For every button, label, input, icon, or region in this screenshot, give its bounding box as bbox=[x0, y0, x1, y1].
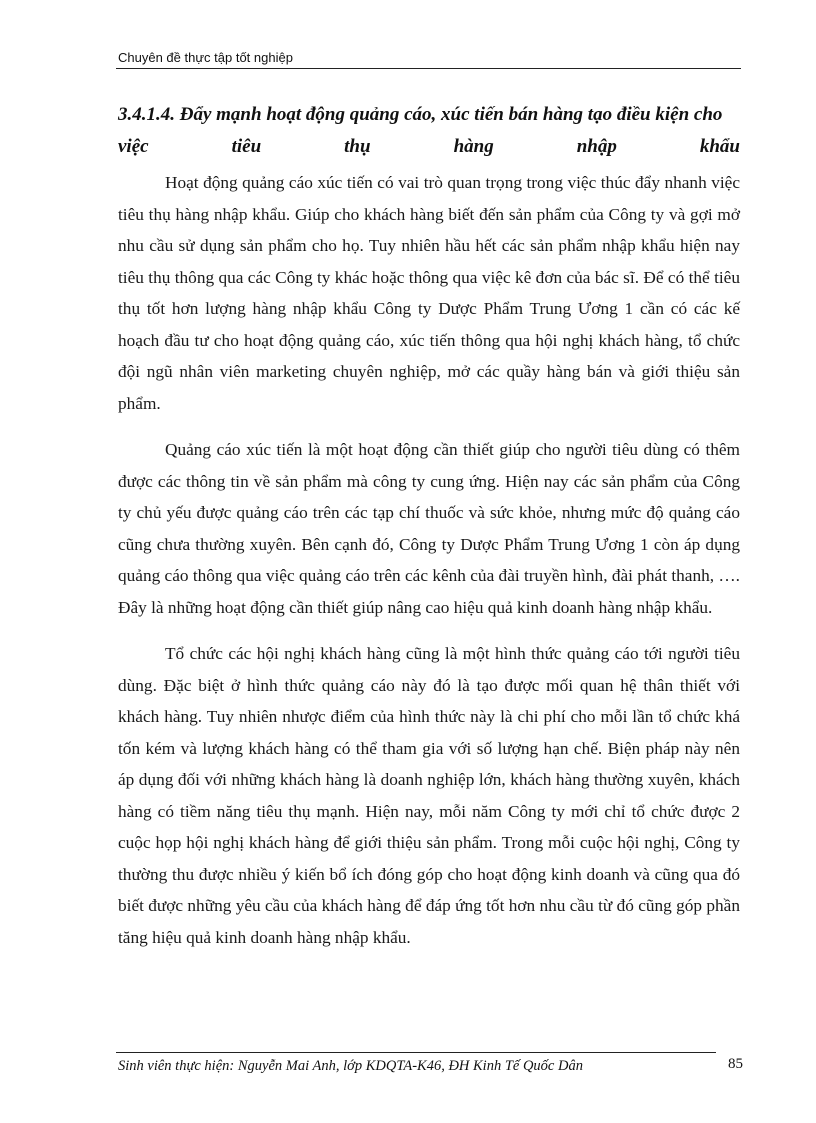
title-word: thụ bbox=[344, 136, 371, 157]
footer-rule bbox=[116, 1052, 716, 1053]
header-rule bbox=[116, 68, 741, 69]
body-text bbox=[118, 167, 740, 968]
title-word: hàng bbox=[453, 136, 494, 157]
section-title-line1: 3.4.1.4. Đẩy mạnh hoạt động quảng cáo, xúc tiến bán hàng tạo điều kiện cho bbox=[118, 104, 723, 125]
paragraph-advertising-channels: Quảng cáo xúc tiến là một hoạt động cần thiết giúp cho người tiêu dùng có thêm được các thông tin về sản phẩm mà công ty cung ứng. Hiện nay các sản phẩm của Công ty chủ yếu được quảng cáo trên các tạp chí thuốc và sức khỏe, nhưng mức độ quảng cáo cũng chưa thường xuyên. Bên cạnh đó, Công ty Dược Phẩm Trung Ương 1 còn áp dụng quảng cáo thông qua việc quảng cáo trên các kênh của đài truyền hình, đài phát thanh, …. Đây là những hoạt động cần thiết giúp nâng cao hiệu quả kinh doanh hàng nhập khẩu. bbox=[118, 440, 740, 617]
paragraph-customer-conferences: Tổ chức các hội nghị khách hàng cũng là một hình thức quảng cáo tới người tiêu dùng. Đặc biệt ở hình thức quảng cáo này đó là tạo được mối quan hệ thân thiết với khách hàng. Tuy nhiên nhược điểm của hình thức này là chi phí cho mỗi lần tổ chức khá tốn kém và lượng khách hàng có thể tham gia với số lượng hạn chế. Biện pháp này nên áp dụng đối với những khách hàng là doanh nghiệp lớn, khách hàng thường xuyên, khách hàng có tiềm năng tiêu thụ mạnh. Hiện nay, mỗi năm Công ty mới chỉ tổ chức được 2 cuộc họp hội nghị khách hàng để giới thiệu sản phẩm. Trong mỗi cuộc hội nghị, Công ty thường thu được nhiều ý kiến bổ ích đóng góp cho hoạt động kinh doanh và cũng qua đó biết được những yêu cầu của khách hàng để đáp ứng tốt hơn nhu cầu từ đó cũng góp phần tăng hiệu quả kinh doanh hàng nhập khẩu. bbox=[118, 644, 740, 947]
paragraph-advertising-role: Hoạt động quảng cáo xúc tiến có vai trò quan trọng trong việc thúc đẩy nhanh việc tiêu thụ hàng nhập khẩu. Giúp cho khách hàng biết đến sản phẩm của Công ty và gợi mở nhu cầu sử dụng sản phẩm cho họ. Tuy nhiên hầu hết các sản phẩm nhập khẩu hiện nay tiêu thụ thông qua các Công ty khác hoặc thông qua việc kê đơn của bác sĩ. Để có thể tiêu thụ tốt hơn lượng hàng nhập khẩu Công ty Dược Phẩm Trung Ương 1 cần có các kế hoạch đầu tư cho hoạt động quảng cáo, xúc tiến thông qua hội nghị khách hàng, tổ chức đội ngũ nhân viên marketing chuyên nghiệp, mở các quầy hàng bán và giới thiệu sản phẩm. bbox=[118, 173, 740, 413]
title-word: nhập bbox=[576, 136, 617, 157]
running-footer: Sinh viên thực hiện: Nguyễn Mai Anh, lớp KDQTA-K46, ĐH Kinh Tế Quốc Dân bbox=[118, 1058, 583, 1074]
section-title bbox=[118, 99, 740, 163]
title-word: khẩu bbox=[699, 136, 740, 157]
title-word: tiêu bbox=[231, 136, 262, 157]
page-number: 85 bbox=[728, 1056, 743, 1072]
title-word: việc bbox=[118, 136, 149, 157]
running-header: Chuyên đề thực tập tốt nghiệp bbox=[118, 50, 293, 65]
section-title-line2 bbox=[118, 131, 740, 163]
